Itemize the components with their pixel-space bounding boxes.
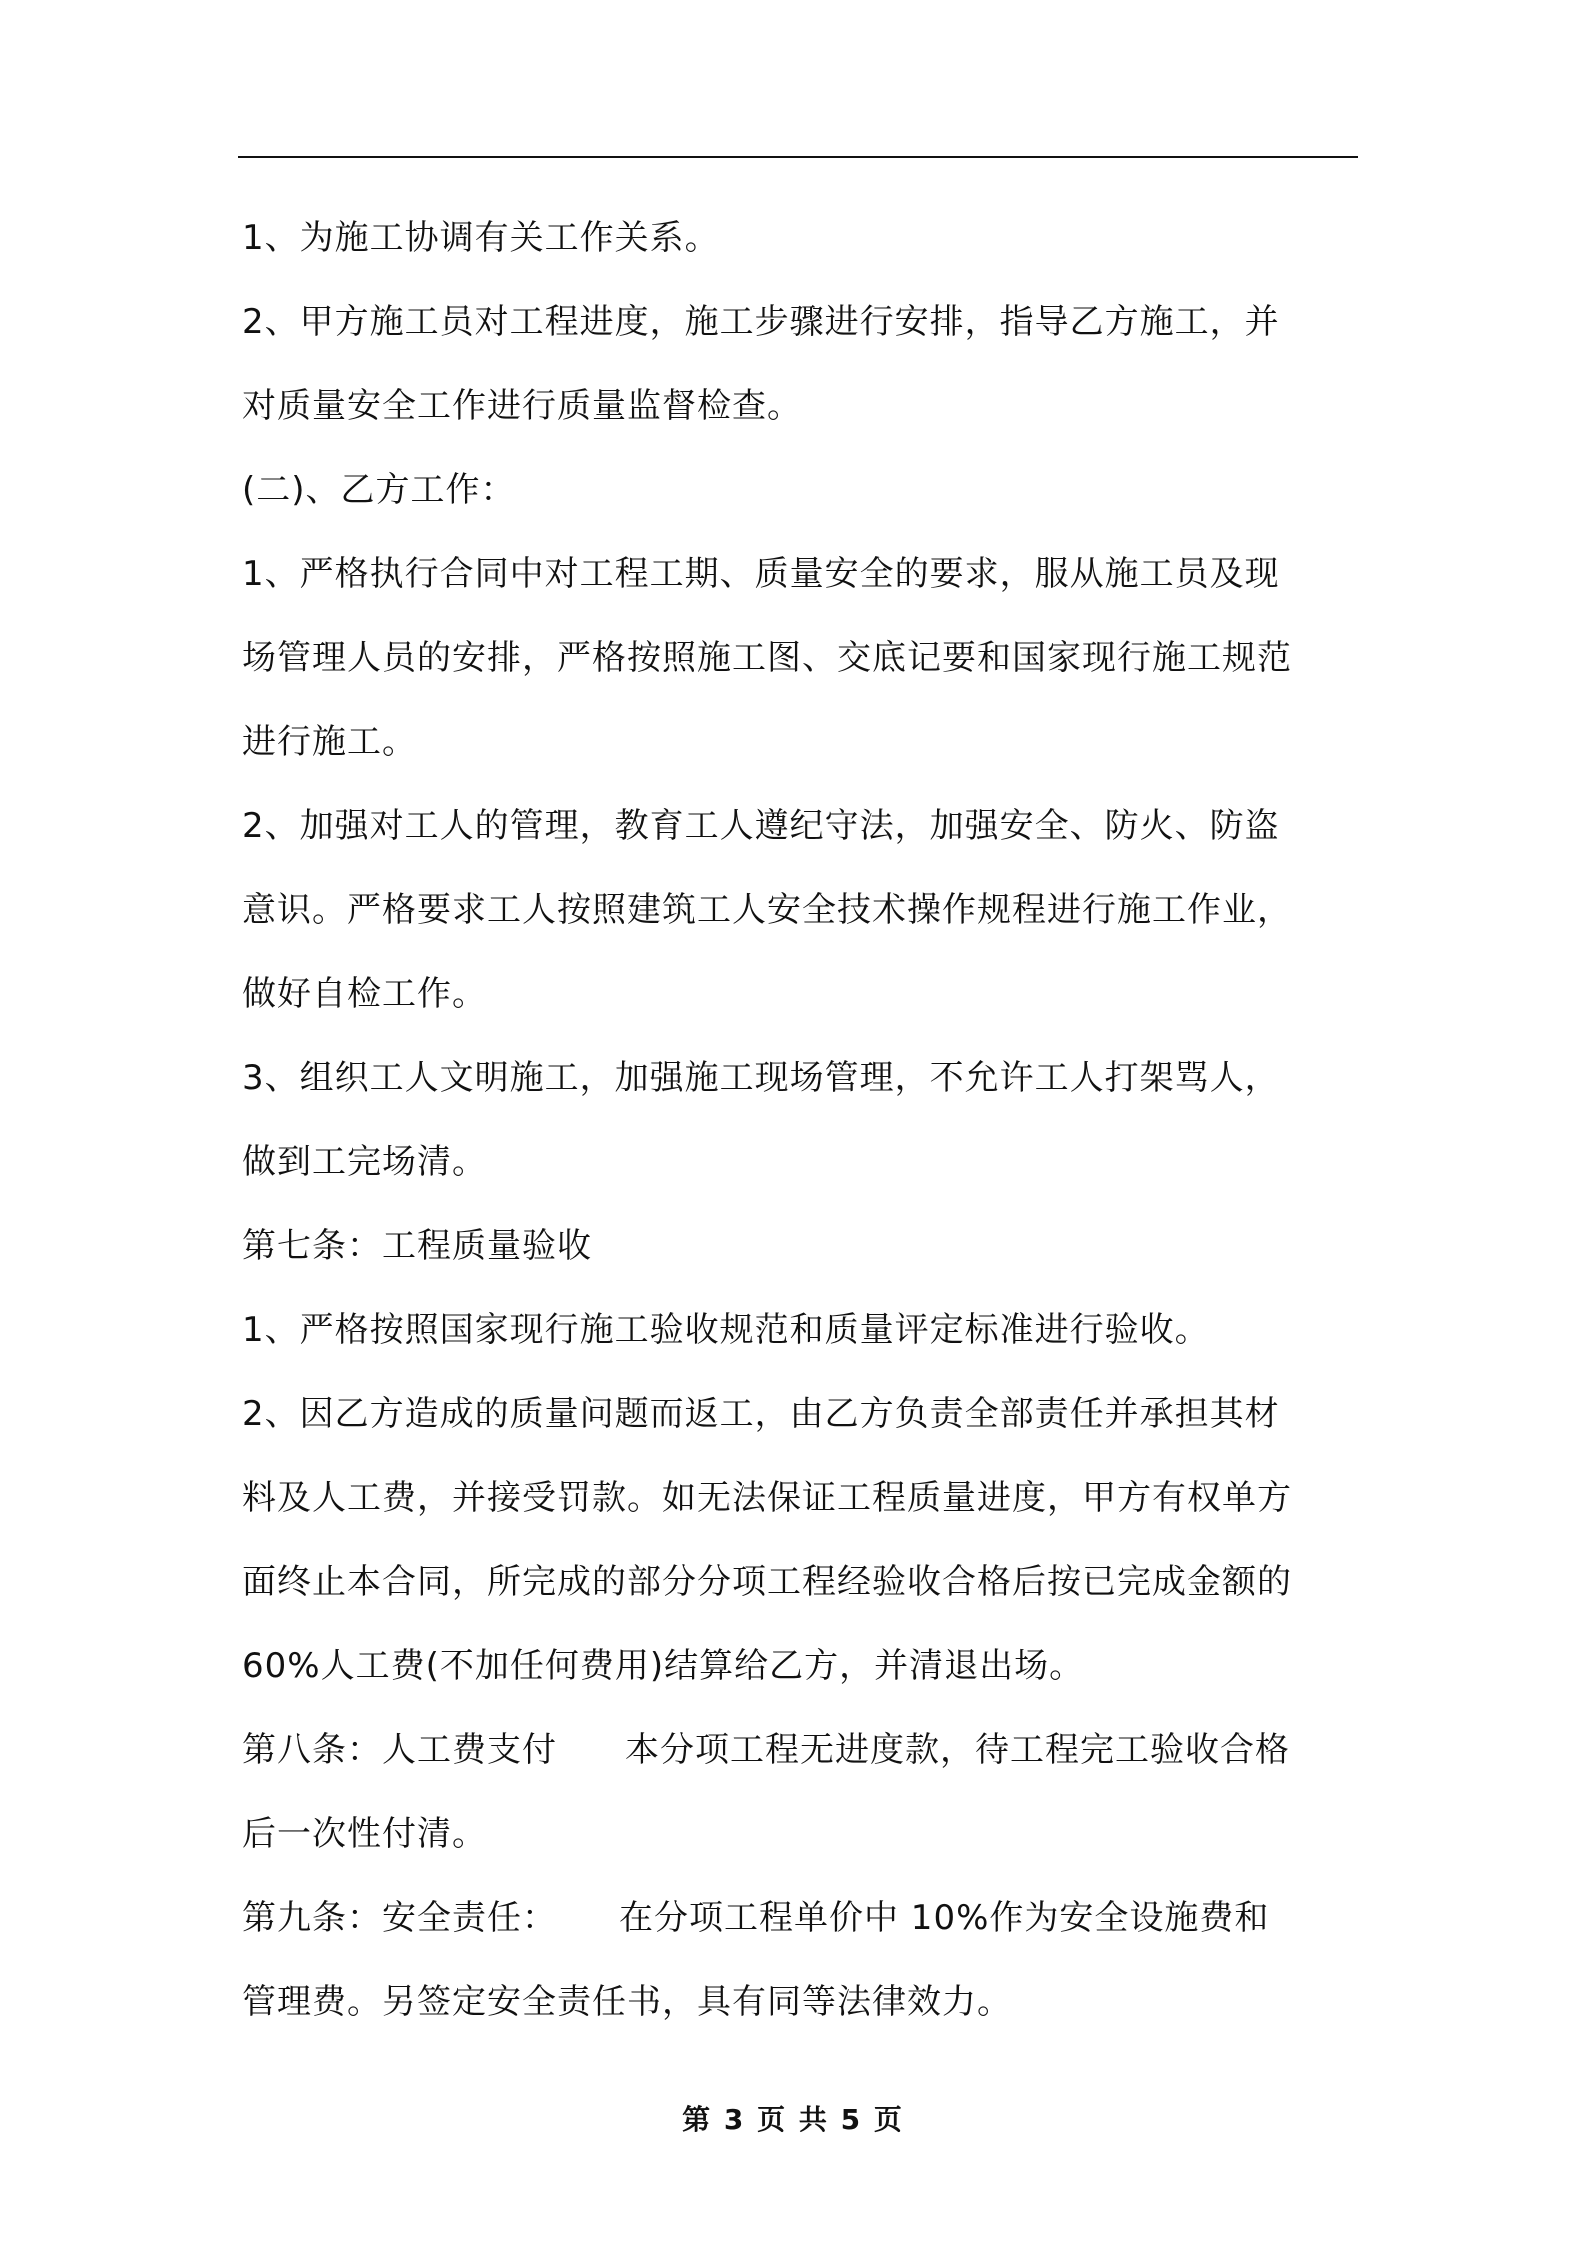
body-line: 1、严格执行合同中对工程工期、质量安全的要求，服从施工员及现 [242, 554, 1280, 594]
body-line: 2、因乙方造成的质量问题而返工，由乙方负责全部责任并承担其材 [242, 1394, 1280, 1434]
body-line: 1、严格按照国家现行施工验收规范和质量评定标准进行验收。 [242, 1310, 1210, 1350]
body-line: 做好自检工作。 [242, 974, 487, 1014]
body-line: 料及人工费，并接受罚款。如无法保证工程质量进度，甲方有权单方 [242, 1478, 1292, 1518]
body-line: 进行施工。 [242, 722, 417, 762]
header-rule [238, 156, 1358, 158]
article-line [242, 1708, 1358, 1792]
body-line: 对质量安全工作进行质量监督检查。 [242, 386, 802, 426]
section-heading: (二)、乙方工作： [242, 470, 516, 510]
article-heading: 第七条：工程质量验收 [242, 1226, 592, 1266]
article-heading: 第八条：人工费支付 [242, 1730, 557, 1770]
page-number-footer: 第 3 页 共 5 页 [682, 2103, 904, 2136]
article-text: 在分项工程单价中 10%作为安全设施费和 [619, 1898, 1270, 1938]
body-line: 1、为施工协调有关工作关系。 [242, 218, 720, 258]
body-line: 意识。严格要求工人按照建筑工人安全技术操作规程进行施工作业， [242, 890, 1292, 930]
body-line: 3、组织工人文明施工，加强施工现场管理，不允许工人打架骂人， [242, 1058, 1280, 1098]
body-line: 面终止本合同，所完成的部分分项工程经验收合格后按已完成金额的 [242, 1562, 1292, 1602]
body-line: 60%人工费(不加任何费用)结算给乙方，并清退出场。 [242, 1646, 1085, 1686]
article-line [242, 1876, 1358, 1960]
document-body [242, 196, 1358, 2044]
body-line: 2、甲方施工员对工程进度，施工步骤进行安排，指导乙方施工，并 [242, 302, 1280, 342]
body-line: 后一次性付清。 [242, 1814, 487, 1854]
body-line: 2、加强对工人的管理，教育工人遵纪守法，加强安全、防火、防盗 [242, 806, 1280, 846]
article-text: 本分项工程无进度款，待工程完工验收合格 [625, 1730, 1290, 1770]
article-heading: 第九条：安全责任： [242, 1898, 557, 1938]
body-line: 场管理人员的安排，严格按照施工图、交底记要和国家现行施工规范 [242, 638, 1292, 678]
body-line: 做到工完场清。 [242, 1142, 487, 1182]
body-line: 管理费。另签定安全责任书，具有同等法律效力。 [242, 1982, 1012, 2022]
